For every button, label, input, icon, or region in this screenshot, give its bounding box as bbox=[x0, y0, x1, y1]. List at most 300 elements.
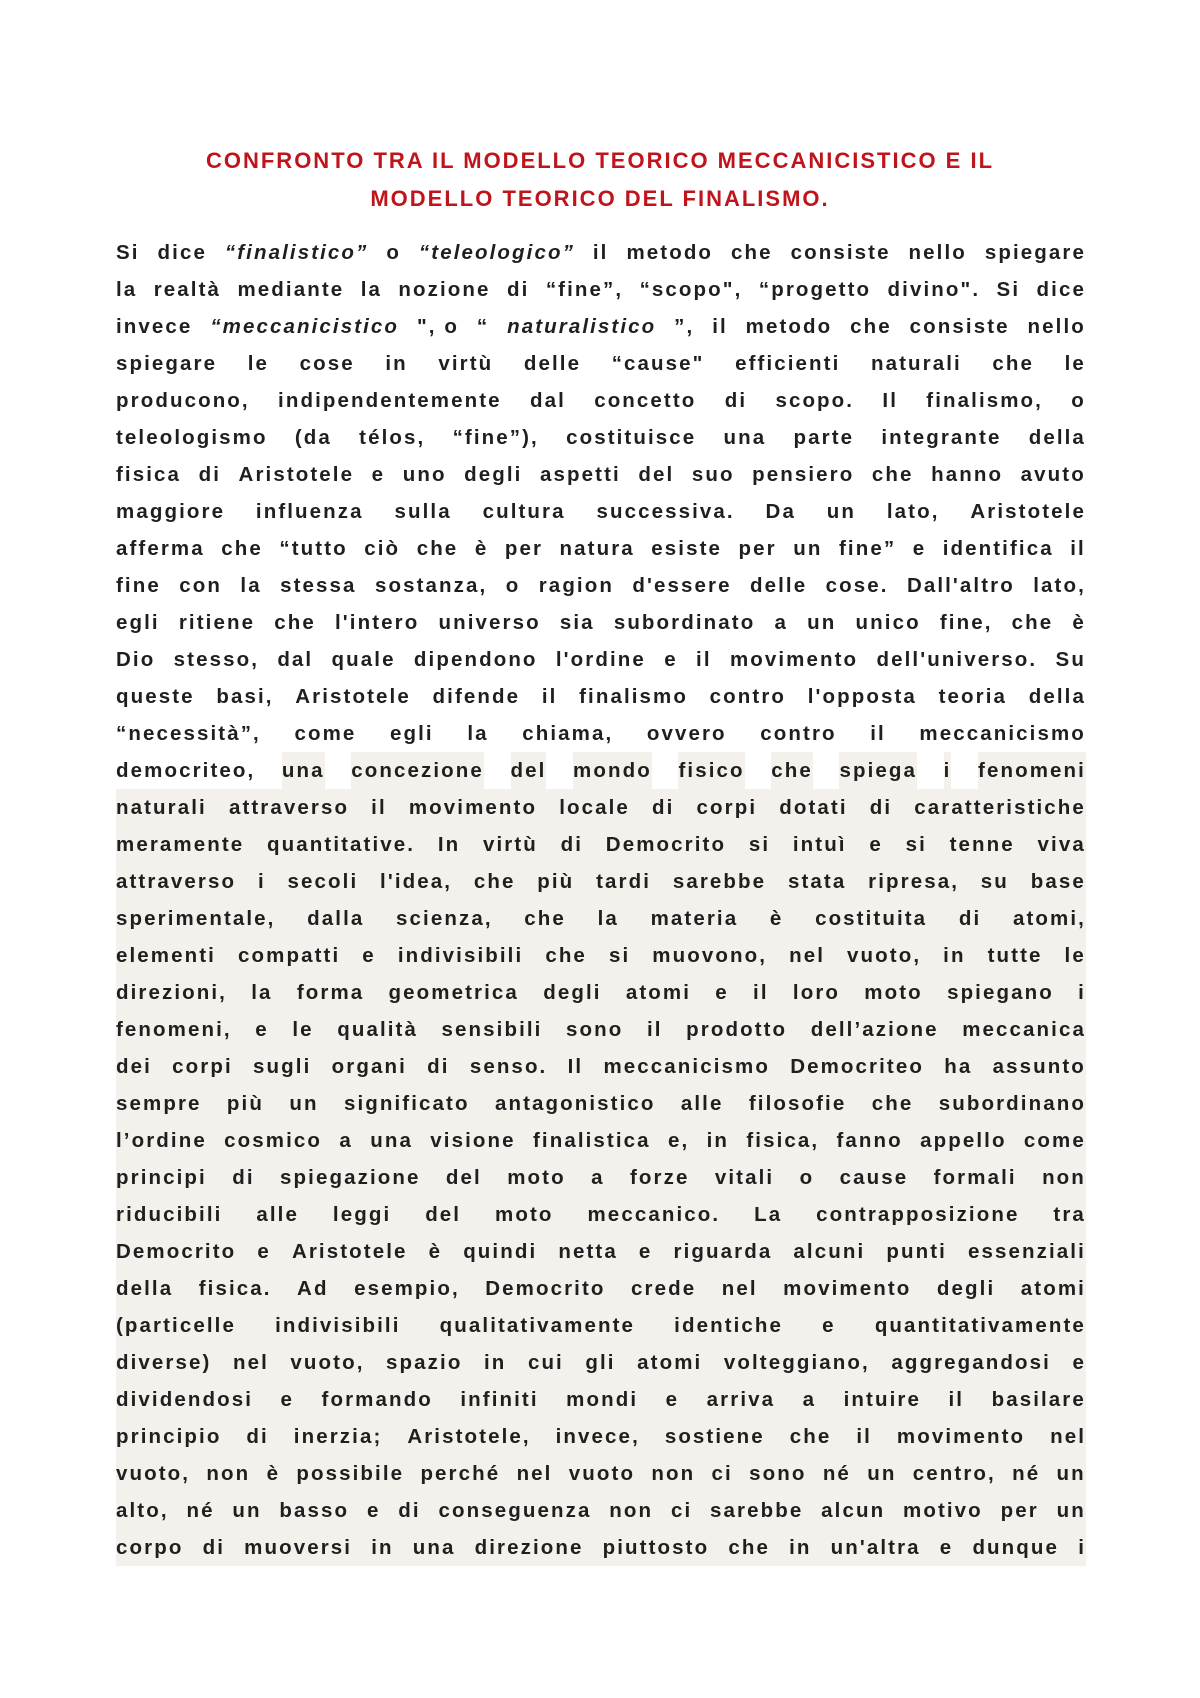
word: corpi bbox=[697, 789, 758, 826]
word: che bbox=[1011, 611, 1054, 634]
word: e bbox=[639, 1233, 653, 1270]
word: principi bbox=[116, 1159, 207, 1196]
word: cui bbox=[528, 1344, 564, 1381]
text-line bbox=[116, 937, 1086, 974]
word: natura bbox=[559, 537, 635, 560]
word: indivisibili bbox=[398, 937, 523, 974]
word: degli bbox=[937, 1270, 995, 1307]
word: a bbox=[339, 1122, 353, 1159]
word: piuttosto bbox=[603, 1529, 710, 1566]
word: Dall'altro bbox=[906, 574, 1015, 597]
word: stessa bbox=[280, 574, 357, 597]
word: teoria bbox=[938, 685, 1008, 708]
word: fine” bbox=[838, 537, 897, 560]
word: attraverso bbox=[229, 789, 349, 826]
word: meccanica bbox=[962, 1011, 1086, 1048]
word: basi, bbox=[216, 685, 274, 708]
word: la bbox=[360, 278, 382, 301]
word: l'ordine bbox=[555, 648, 646, 671]
word: il bbox=[870, 722, 886, 745]
word: formando bbox=[322, 1381, 433, 1418]
word: lato, bbox=[1033, 574, 1086, 597]
word: su bbox=[981, 863, 1009, 900]
word: dal bbox=[277, 648, 314, 671]
word: cose bbox=[299, 352, 355, 375]
word: lato, bbox=[886, 500, 940, 523]
word: che bbox=[545, 937, 587, 974]
word: le bbox=[1064, 352, 1086, 375]
word: di bbox=[561, 826, 583, 863]
word: cultura bbox=[482, 500, 566, 523]
word: inerzia; bbox=[294, 1418, 383, 1455]
word: stesso, bbox=[173, 648, 259, 671]
word: e bbox=[822, 1307, 836, 1344]
word: Aristotele bbox=[292, 1233, 408, 1270]
word: senso. bbox=[470, 1048, 548, 1085]
word: e bbox=[367, 1492, 381, 1529]
text-line bbox=[116, 1344, 1086, 1381]
word: per bbox=[504, 537, 544, 560]
word: sarebbe bbox=[710, 1492, 803, 1529]
word: ragion bbox=[538, 574, 614, 597]
word: Il bbox=[882, 389, 898, 412]
text-line bbox=[116, 604, 1086, 641]
word: dalla bbox=[307, 900, 364, 937]
word: (da bbox=[294, 426, 332, 449]
title-line-1: CONFRONTO TRA IL MODELLO TEORICO MECCANICISTICO E IL bbox=[205, 148, 995, 173]
word: esempio, bbox=[354, 1270, 460, 1307]
word: producono, bbox=[116, 389, 250, 412]
text-line bbox=[116, 530, 1086, 567]
word: prodotto bbox=[686, 1011, 787, 1048]
word: il bbox=[592, 241, 609, 264]
word: non bbox=[1042, 1159, 1086, 1196]
word: filosofie bbox=[749, 1085, 847, 1122]
word: integrante bbox=[881, 426, 1002, 449]
word: metodo bbox=[626, 241, 714, 264]
word: la bbox=[251, 974, 272, 1011]
word: hanno bbox=[931, 463, 1004, 486]
text-line bbox=[116, 789, 1086, 826]
word: e bbox=[371, 463, 386, 486]
word: democriteo, bbox=[116, 759, 256, 782]
text-line bbox=[116, 863, 1086, 900]
word: caratteristiche bbox=[914, 789, 1086, 826]
word: di bbox=[724, 389, 748, 412]
word: finalismo, bbox=[926, 389, 1043, 412]
word: afferma bbox=[116, 537, 205, 560]
word: contrapposizione bbox=[816, 1196, 1019, 1233]
word: è bbox=[474, 537, 489, 560]
word: corpi bbox=[172, 1048, 233, 1085]
word: Su bbox=[1055, 648, 1086, 671]
word: egli bbox=[390, 722, 434, 745]
word: sulla bbox=[394, 500, 452, 523]
word: meccanicismo bbox=[919, 722, 1086, 745]
word: una bbox=[282, 752, 325, 789]
word: Ad bbox=[297, 1270, 329, 1307]
word: meccanico. bbox=[587, 1196, 720, 1233]
word: e bbox=[715, 974, 729, 1011]
text-line bbox=[116, 345, 1086, 382]
word: parte bbox=[793, 426, 855, 449]
word: viva bbox=[1038, 826, 1086, 863]
word: diverse) bbox=[116, 1344, 211, 1381]
word: sia bbox=[559, 611, 595, 634]
word: il bbox=[753, 974, 769, 1011]
word: si bbox=[749, 826, 770, 863]
text-line bbox=[116, 1492, 1086, 1529]
word: Dio bbox=[116, 648, 156, 671]
word: corpo bbox=[116, 1529, 183, 1566]
word: (particelle bbox=[116, 1307, 236, 1344]
word: di bbox=[246, 1418, 268, 1455]
word: sperimentale, bbox=[116, 900, 275, 937]
word: e bbox=[912, 537, 927, 560]
word: sono bbox=[566, 1011, 623, 1048]
word: chiama, bbox=[522, 722, 614, 745]
word: “progetto bbox=[758, 278, 872, 301]
word: movimento bbox=[783, 1270, 911, 1307]
word: metodo bbox=[745, 315, 833, 338]
word: direzione bbox=[475, 1529, 584, 1566]
word: e bbox=[257, 1233, 271, 1270]
word: o bbox=[1071, 389, 1086, 412]
word: télos, bbox=[359, 426, 426, 449]
word: identiche bbox=[674, 1307, 783, 1344]
document-body bbox=[116, 234, 1086, 1566]
word: materia bbox=[651, 900, 739, 937]
word: naturali bbox=[116, 789, 207, 826]
word: che bbox=[872, 1085, 914, 1122]
word: fisica. bbox=[199, 1270, 272, 1307]
word: i bbox=[258, 863, 266, 900]
word: per bbox=[1001, 1492, 1039, 1529]
word: l’ordine bbox=[116, 1122, 207, 1159]
word: fine, bbox=[939, 611, 993, 634]
word: di bbox=[232, 1159, 254, 1196]
word: si bbox=[609, 937, 630, 974]
word: si bbox=[906, 826, 927, 863]
word: fisica bbox=[116, 463, 182, 486]
word: con bbox=[179, 574, 223, 597]
word: efficienti bbox=[735, 352, 841, 375]
word: aggregandosi bbox=[891, 1344, 1051, 1381]
word: un bbox=[807, 611, 837, 634]
word: che bbox=[728, 1529, 770, 1566]
word: e bbox=[1072, 1344, 1086, 1381]
word: la bbox=[116, 278, 138, 301]
word: o bbox=[800, 1159, 815, 1196]
word: del bbox=[425, 1196, 461, 1233]
word: e bbox=[666, 1381, 680, 1418]
word: essenziali bbox=[968, 1233, 1086, 1270]
word: principio bbox=[116, 1418, 221, 1455]
word: attraverso bbox=[116, 863, 236, 900]
word: “tutto bbox=[279, 537, 348, 560]
word: degli bbox=[543, 974, 601, 1011]
word: che bbox=[274, 611, 316, 634]
word: sensibili bbox=[442, 1011, 543, 1048]
word: che bbox=[771, 752, 813, 789]
word: l'intero bbox=[335, 611, 420, 634]
word: più bbox=[227, 1085, 264, 1122]
word: come bbox=[1024, 1122, 1086, 1159]
word: forze bbox=[630, 1159, 689, 1196]
word: cause bbox=[840, 1159, 909, 1196]
word: basilare bbox=[992, 1381, 1086, 1418]
word: “cause" bbox=[611, 352, 705, 375]
word: in bbox=[484, 1344, 506, 1381]
word: il bbox=[696, 648, 712, 671]
word: unico bbox=[855, 611, 921, 634]
word: scienza, bbox=[396, 900, 493, 937]
word: il bbox=[1070, 537, 1086, 560]
word: che bbox=[790, 1418, 832, 1455]
word: delle bbox=[523, 352, 582, 375]
word: meccanicismo bbox=[603, 1048, 770, 1085]
word: atomi bbox=[637, 1344, 702, 1381]
word: di bbox=[506, 278, 530, 301]
word: “ bbox=[476, 315, 490, 338]
word: i bbox=[944, 752, 952, 789]
word: dice bbox=[1036, 278, 1086, 301]
word: Da bbox=[765, 500, 796, 523]
word: è bbox=[1072, 611, 1086, 634]
word: nel bbox=[722, 1270, 758, 1307]
word: muovono, bbox=[652, 937, 767, 974]
word: dell’azione bbox=[811, 1011, 939, 1048]
word: fanno bbox=[837, 1122, 903, 1159]
word: una bbox=[723, 426, 767, 449]
word: costituita bbox=[815, 900, 927, 937]
word: direzioni, bbox=[116, 974, 227, 1011]
word: è bbox=[770, 900, 784, 937]
document-title bbox=[120, 142, 1080, 218]
word: di bbox=[870, 789, 892, 826]
word: ”, bbox=[674, 315, 695, 338]
word: sarebbe bbox=[673, 863, 766, 900]
word: quindi bbox=[463, 1233, 537, 1270]
text-line bbox=[116, 271, 1086, 308]
word: sostanza, bbox=[374, 574, 488, 597]
word: compatti bbox=[238, 937, 340, 974]
word: come bbox=[294, 722, 357, 745]
word: che bbox=[850, 315, 892, 338]
word: non bbox=[206, 1455, 250, 1492]
word: un bbox=[1057, 1492, 1086, 1529]
word: che bbox=[524, 900, 566, 937]
word: degli bbox=[464, 463, 523, 486]
word: teleologismo bbox=[116, 426, 268, 449]
word: vuoto, bbox=[116, 1455, 190, 1492]
word: una bbox=[413, 1529, 456, 1566]
text-line bbox=[116, 1270, 1086, 1307]
word: dal bbox=[529, 389, 566, 412]
word: “teleologico” bbox=[418, 241, 575, 264]
word: fenomeni bbox=[978, 752, 1086, 789]
word: a bbox=[774, 611, 789, 634]
word: esiste bbox=[651, 537, 723, 560]
word: ciò bbox=[364, 537, 401, 560]
word: geometrica bbox=[389, 974, 519, 1011]
text-line bbox=[116, 1159, 1086, 1196]
word: meramente bbox=[116, 826, 244, 863]
word: in bbox=[385, 352, 408, 375]
word: non bbox=[609, 1492, 653, 1529]
word: d'essere bbox=[632, 574, 732, 597]
text-line bbox=[116, 1048, 1086, 1085]
word: le bbox=[1065, 937, 1086, 974]
word: atomi, bbox=[1013, 900, 1086, 937]
word: del bbox=[511, 752, 547, 789]
word: virtù bbox=[438, 352, 494, 375]
word: spiegano bbox=[947, 974, 1054, 1011]
word: il bbox=[856, 1418, 872, 1455]
word: costituisce bbox=[566, 426, 697, 449]
word: sempre bbox=[116, 1085, 202, 1122]
word: subordinano bbox=[939, 1085, 1086, 1122]
word: le bbox=[292, 1011, 313, 1048]
word: moto bbox=[495, 1196, 554, 1233]
word: è bbox=[267, 1455, 281, 1492]
word: loro bbox=[793, 974, 840, 1011]
word: per bbox=[738, 537, 777, 560]
word: di bbox=[198, 463, 221, 486]
word: finalistica bbox=[533, 1122, 651, 1159]
word: ", o bbox=[416, 315, 459, 338]
word: il bbox=[647, 1011, 663, 1048]
word: contro bbox=[760, 722, 837, 745]
word: basso bbox=[279, 1492, 349, 1529]
word: divino". bbox=[887, 278, 981, 301]
word: spiegazione bbox=[280, 1159, 420, 1196]
word: appello bbox=[920, 1122, 1006, 1159]
word: ripresa, bbox=[868, 863, 959, 900]
word: ci bbox=[712, 1455, 733, 1492]
word: atomi bbox=[1021, 1270, 1086, 1307]
word: invece bbox=[116, 315, 193, 338]
word: un bbox=[826, 500, 857, 523]
word: quale bbox=[331, 648, 396, 671]
word: che bbox=[416, 537, 459, 560]
word: uno bbox=[402, 463, 447, 486]
word: arriva bbox=[707, 1381, 775, 1418]
word: ci bbox=[671, 1492, 692, 1529]
word: alle bbox=[256, 1196, 299, 1233]
word: nozione bbox=[398, 278, 491, 301]
word: tra bbox=[1053, 1196, 1086, 1233]
word: perché bbox=[420, 1455, 500, 1492]
word: e bbox=[281, 1381, 295, 1418]
text-line bbox=[116, 493, 1086, 530]
word: della bbox=[1028, 426, 1086, 449]
word: il bbox=[712, 315, 728, 338]
word: del bbox=[446, 1159, 482, 1196]
word: centro, bbox=[913, 1455, 996, 1492]
word: sostiene bbox=[665, 1418, 765, 1455]
word: intuire bbox=[844, 1381, 921, 1418]
text-line bbox=[116, 382, 1086, 419]
word: un bbox=[793, 537, 823, 560]
word: tenne bbox=[950, 826, 1015, 863]
word: crede bbox=[631, 1270, 696, 1307]
word: sugli bbox=[253, 1048, 311, 1085]
word: Aristotele bbox=[970, 500, 1086, 523]
word: riducibili bbox=[116, 1196, 222, 1233]
word: del bbox=[638, 463, 675, 486]
word: o bbox=[386, 241, 401, 264]
word: la bbox=[598, 900, 619, 937]
word: non bbox=[651, 1455, 695, 1492]
word: movimento bbox=[729, 648, 859, 671]
text-line bbox=[116, 715, 1086, 752]
word: di bbox=[203, 1529, 225, 1566]
word: stata bbox=[788, 863, 846, 900]
word: moto bbox=[864, 974, 923, 1011]
word: di bbox=[652, 789, 674, 826]
word: qualitativamente bbox=[440, 1307, 635, 1344]
word: conseguenza bbox=[439, 1492, 592, 1529]
word: volteggiano, bbox=[724, 1344, 870, 1381]
word: un bbox=[1057, 1455, 1086, 1492]
word: una bbox=[370, 1122, 413, 1159]
word: “necessità”, bbox=[116, 722, 261, 745]
word: un bbox=[232, 1492, 261, 1529]
word: virtù bbox=[483, 826, 538, 863]
text-line bbox=[116, 1196, 1086, 1233]
word: Si bbox=[996, 278, 1021, 301]
word: l'opposta bbox=[807, 685, 917, 708]
word: di bbox=[427, 1048, 449, 1085]
text-line bbox=[116, 1529, 1086, 1566]
text-line bbox=[116, 641, 1086, 678]
word: nel bbox=[1050, 1418, 1086, 1455]
word: alcuni bbox=[793, 1233, 865, 1270]
word: muoversi bbox=[244, 1529, 352, 1566]
word: organi bbox=[332, 1048, 407, 1085]
word: un'altra bbox=[831, 1529, 921, 1566]
word: quantitative. bbox=[267, 826, 415, 863]
word: il bbox=[541, 685, 558, 708]
word: alto, bbox=[116, 1492, 169, 1529]
word: vuoto bbox=[569, 1455, 635, 1492]
word: ritiene bbox=[178, 611, 256, 634]
word: nello bbox=[908, 241, 967, 264]
word: indivisibili bbox=[275, 1307, 400, 1344]
word: di bbox=[398, 1492, 420, 1529]
text-line bbox=[116, 1122, 1086, 1159]
word: mondo bbox=[573, 752, 652, 789]
word: che bbox=[474, 863, 516, 900]
word: né bbox=[1012, 1455, 1040, 1492]
word: e, bbox=[668, 1122, 689, 1159]
word: leggi bbox=[333, 1196, 391, 1233]
word: aspetti bbox=[540, 463, 621, 486]
word: fisica, bbox=[746, 1122, 819, 1159]
word: cose. bbox=[825, 574, 889, 597]
word: a bbox=[591, 1159, 605, 1196]
word: La bbox=[754, 1196, 782, 1233]
word: nello bbox=[1027, 315, 1086, 338]
word: possibile bbox=[296, 1455, 404, 1492]
word: “fine”), bbox=[452, 426, 539, 449]
word: antagonistico bbox=[495, 1085, 656, 1122]
word: consiste bbox=[909, 315, 1010, 338]
word: invece, bbox=[556, 1418, 640, 1455]
word: contro bbox=[709, 685, 787, 708]
word: ovvero bbox=[646, 722, 727, 745]
